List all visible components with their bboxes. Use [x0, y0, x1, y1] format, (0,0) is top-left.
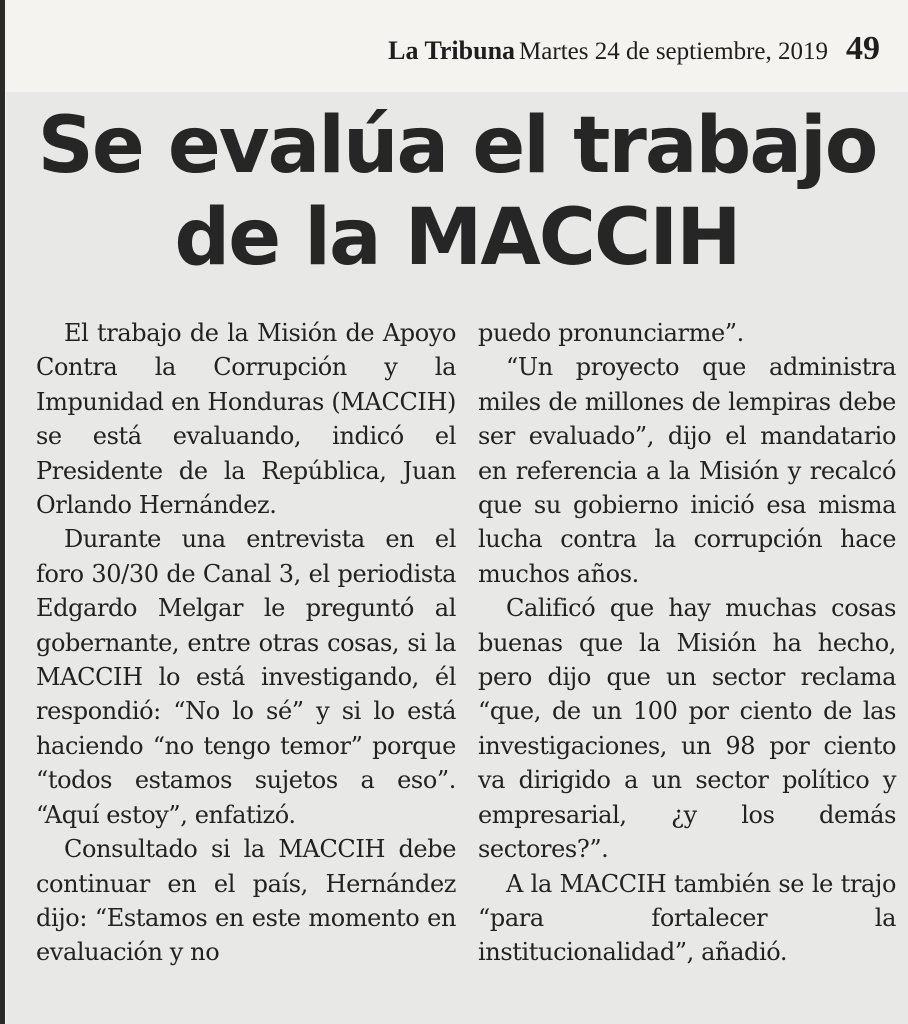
paragraph: A la MACCIH también se le trajo “para fortalecer la institucionalidad”, añadió. — [478, 869, 896, 967]
paragraph: Durante una entrevista en el foro 30/30 de Canal 3, el periodista Edgardo Melgar le preguntó al gobernante, entre otras cosas, si la MACCIH lo está investigando, él respondió: “No lo sé” y si lo está haciendo “no tengo temor” porque “todos estamos sujetos a eso”. “Aquí estoy”, enfatizó. — [36, 525, 456, 829]
headline-line-1: Se evalúa el trabajo — [37, 101, 877, 191]
publication-date: Martes 24 de septiembre, 2019 — [519, 38, 828, 65]
article-column-right — [478, 316, 896, 970]
page-number: 49 — [846, 30, 880, 67]
page-header — [0, 30, 880, 68]
paragraph: Consultado si la MACCIH debe continuar en el país, Hernández dijo: “Estamos en este momento en evaluación y no — [36, 835, 456, 967]
headline — [6, 100, 908, 284]
scan-edge — [0, 0, 5, 1024]
article-column-left — [36, 316, 456, 970]
paragraph: “Un proyecto que administra miles de millones de lempiras debe ser evaluado”, dijo el mandatario en referencia a la Misión y recalcó que su gobierno inició esa misma lucha contra la corrupción hace muchos años. — [478, 353, 896, 588]
paragraph: El trabajo de la Misión de Apoyo Contra la Corrupción y la Impunidad en Honduras (MACCIH) se está evaluando, indicó el Presidente de la República, Juan Orlando Hernández. — [36, 319, 456, 520]
paragraph-continuation: puedo pronunciarme”. — [478, 319, 744, 347]
headline-line-2: de la MACCIH — [174, 193, 740, 283]
newspaper-name: La Tribuna — [388, 36, 516, 65]
paragraph: Calificó que hay muchas cosas buenas que la Misión ha hecho, pero dijo que un sector reclama “que, de un 100 por ciento de las investigaciones, un 98 por ciento va dirigido a un sector político y empresarial, ¿y los demás sectores?”. — [478, 594, 896, 864]
article-clipping — [6, 92, 908, 1024]
